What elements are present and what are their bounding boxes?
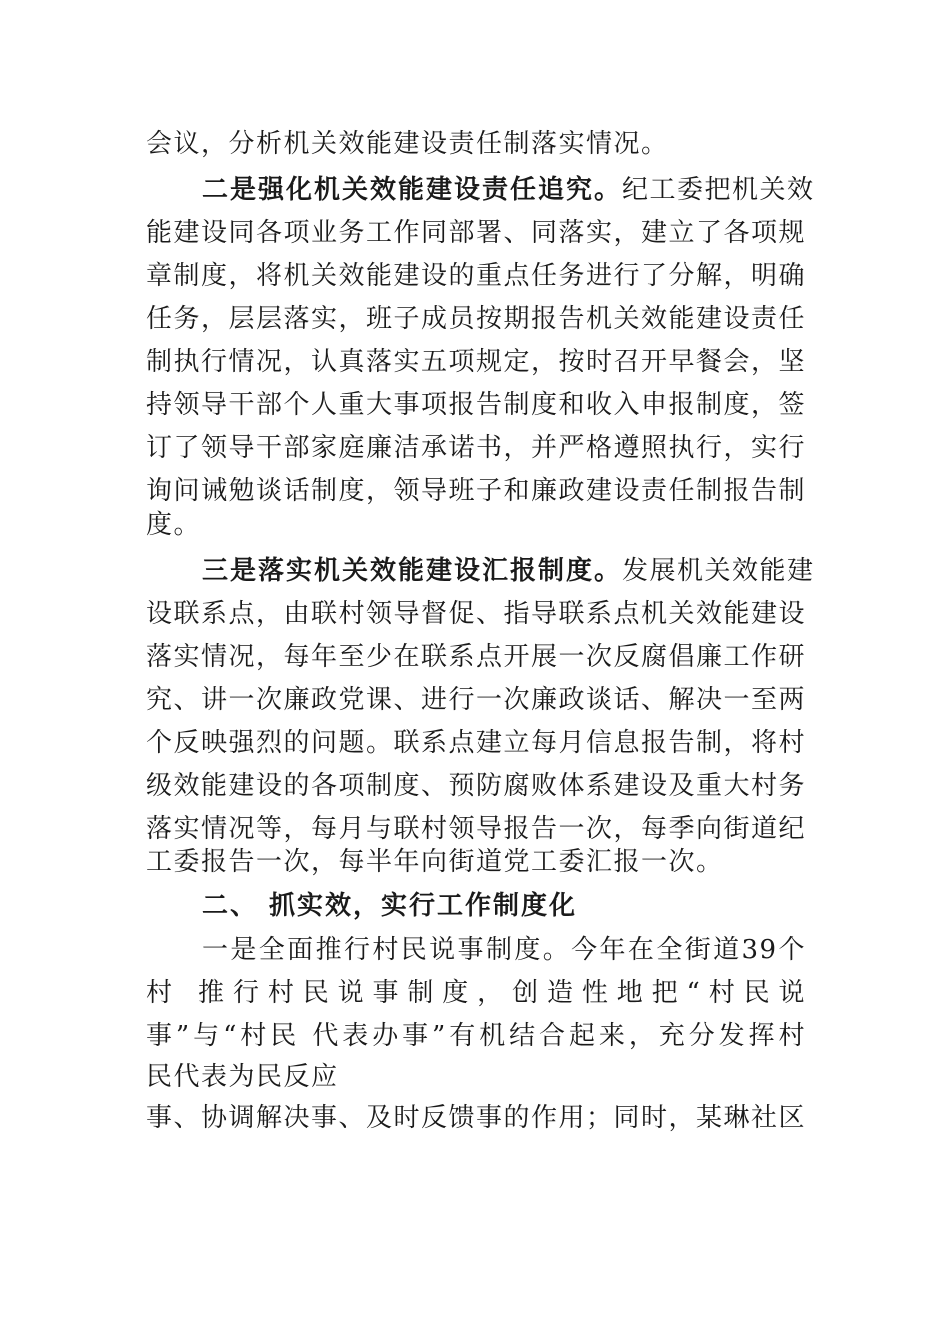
section-heading: 三是落实机关效能建设汇报制度。 <box>202 556 623 586</box>
paragraph-text: 发展机关效能建 <box>622 556 815 586</box>
paragraph-line: 设联系点，由联村领导督促、指导联系点机关效能建设 <box>146 599 807 629</box>
paragraph-line: 持领导干部个人重大事项报告制度和收入申报制度，签 <box>146 390 807 420</box>
paragraph-line: 询问诫勉谈话制度，领导班子和廉政建设责任制报告制 <box>146 476 807 506</box>
paragraph-line: 个反映强烈的问题。联系点建立每月信息报告制，将村 <box>146 728 807 758</box>
paragraph-line: 制执行情况，认真落实五项规定，按时召开早餐会，坚 <box>146 347 807 377</box>
paragraph-line: 事”与“村民 代表办事”有机结合起来，充分发挥村 <box>146 1021 806 1051</box>
paragraph-line: 订了领导干部家庭廉洁承诺书，并严格遵照执行，实行 <box>146 433 807 463</box>
paragraph-line: 一是全面推行村民说事制度。今年在全街道39个 <box>202 935 806 965</box>
paragraph-line: 落实情况等，每月与联村领导报告一次，每季向街道纪 <box>146 814 807 844</box>
paragraph-line: 度。 <box>146 510 202 540</box>
paragraph-heading-line <box>202 170 815 210</box>
paragraph-line: 村 推行村民说事制度，创造性地把“村民说 <box>146 978 806 1008</box>
paragraph-line: 落实情况，每年至少在联系点开展一次反腐倡廉工作研 <box>146 642 807 672</box>
paragraph-line: 事、协调解决事、及时反馈事的作用；同时，某琳社区 <box>146 1103 807 1133</box>
paragraph-line: 能建设同各项业务工作同部署、同落实，建立了各项规 <box>146 218 807 248</box>
paragraph-line: 任务，层层落实，班子成员按期报告机关效能建设责任 <box>146 304 807 334</box>
paragraph-line: 章制度，将机关效能建设的重点任务进行了分解，明确 <box>146 261 807 291</box>
section-heading: 二是强化机关效能建设责任追究。 <box>202 175 623 205</box>
paragraph-line: 工委报告一次，每半年向街道党工委汇报一次。 <box>146 847 724 877</box>
paragraph-heading-line <box>202 551 815 591</box>
section-title: 二、 抓实效，实行工作制度化 <box>202 891 578 921</box>
paragraph-line: 民代表为民反应 <box>146 1062 339 1092</box>
paragraph-line: 会议，分析机关效能建设责任制落实情况。 <box>146 129 669 159</box>
paragraph-line: 级效能建设的各项制度、预防腐败体系建设及重大村务 <box>146 771 807 801</box>
paragraph-text: 纪工委把机关效 <box>622 175 815 205</box>
paragraph-line: 究、讲一次廉政党课、进行一次廉政谈话、解决一至两 <box>146 685 807 715</box>
